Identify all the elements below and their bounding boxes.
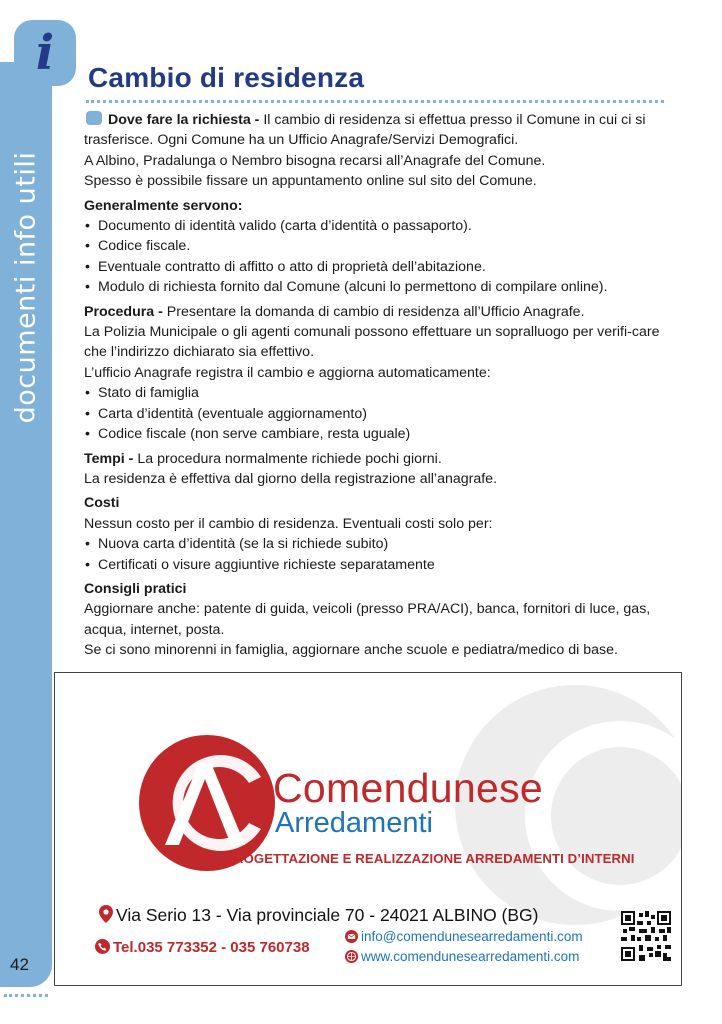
page-number: 42 xyxy=(10,955,29,974)
info-icon: i xyxy=(14,20,76,86)
list-item: • Carta d’identità (eventuale aggiornamento) xyxy=(84,404,666,424)
updated-list xyxy=(84,383,666,444)
address-line: Via Serio 13 - Via provinciale 70 - 24021 ALBINO (BG) xyxy=(99,905,539,926)
needed-heading: Generalmente servono: xyxy=(84,197,243,214)
procedure-paragraph-2: La Polizia Municipale o gli agenti comunali possono effettuare un sopralluogo per verifi-care che l’indirizzo dichiarato sia effettivo. xyxy=(84,324,660,361)
advertisement-box xyxy=(54,672,682,986)
sidebar-tab xyxy=(0,62,52,987)
list-item: • Modulo di richiesta fornito dal Comune (alcuni lo permettono di compilare online). xyxy=(84,277,666,297)
globe-icon xyxy=(345,950,358,963)
tips-heading: Consigli pratici xyxy=(84,580,187,597)
location-pin-icon xyxy=(99,905,113,923)
list-item: • Certificati o visure aggiuntive richieste separatamente xyxy=(84,555,666,575)
phone-icon xyxy=(95,939,110,954)
tips-paragraph: Aggiornare anche: patente di guida, veicoli (presso PRA/ACI), banca, fornitori di luce, gas, acqua, internet, posta. xyxy=(84,601,651,638)
title-dotted-divider xyxy=(86,100,664,103)
page-title: Cambio di residenza xyxy=(88,62,365,93)
needed-list xyxy=(84,216,666,298)
dotted-divider xyxy=(4,994,48,997)
list-item: • Stato di famiglia xyxy=(84,383,666,403)
email-icon xyxy=(345,930,358,943)
list-item: • Nuova carta d’identità (se la si richiede subito) xyxy=(84,534,666,554)
costs-list xyxy=(84,534,666,575)
costs-paragraph: Nessun costo per il cambio di residenza. Eventuali costi solo per: xyxy=(84,515,493,532)
email-line[interactable]: info@comendunesearredamenti.com xyxy=(345,929,583,944)
intro-paragraph: Dove fare la richiesta - Il cambio di residenza si effettua presso il Comune in cui ci si trasferisce. Ogni Comune ha un Ufficio Anagrafe/Servizi Demografici. xyxy=(84,112,646,149)
time-paragraph-2: La residenza è effettiva dal giorno della registrazione all’anagrafe. xyxy=(84,470,498,487)
sidebar-vertical-title: documenti info utili xyxy=(10,151,42,423)
bullet-square-icon xyxy=(86,111,102,125)
brand-subtitle: Arredamenti xyxy=(275,807,433,839)
list-item: • Documento di identità valido (carta d’identità o passaporto). xyxy=(84,216,666,236)
time-paragraph: Tempi - La procedura normalmente richiede pochi giorni. xyxy=(84,450,442,467)
costs-heading: Costi xyxy=(84,495,120,512)
list-item: • Codice fiscale (non serve cambiare, resta uguale) xyxy=(84,424,666,444)
phone-line[interactable]: Tel.035 773352 - 035 760738 xyxy=(95,939,310,956)
article-body xyxy=(84,110,666,661)
brand-name: Comendunese xyxy=(273,765,543,811)
tips-paragraph-2: Se ci sono minorenni in famiglia, aggiornare anche scuole e pediatra/medico di base. xyxy=(84,642,618,659)
website-line[interactable]: www.comendunesearredamenti.com xyxy=(345,949,579,964)
brand-tagline: PROGETTAZIONE E REALIZZAZIONE ARREDAMENTI D’INTERNI xyxy=(225,851,635,866)
qr-code-icon[interactable] xyxy=(621,911,671,961)
procedure-paragraph: Procedura - Presentare la domanda di cambio di residenza all’Ufficio Anagrafe. xyxy=(84,303,585,320)
intro-paragraph-3: Spesso è possibile fissare un appuntamento online sul sito del Comune. xyxy=(84,173,537,190)
list-item: • Eventuale contratto di affitto o atto di proprietà dell’abitazione. xyxy=(84,257,666,277)
list-item: • Codice fiscale. xyxy=(84,236,666,256)
procedure-paragraph-3: L’ufficio Anagrafe registra il cambio e aggiorna automaticamente: xyxy=(84,364,491,381)
intro-paragraph-2: A Albino, Pradalunga o Nembro bisogna recarsi all’Anagrafe del Comune. xyxy=(84,152,546,169)
